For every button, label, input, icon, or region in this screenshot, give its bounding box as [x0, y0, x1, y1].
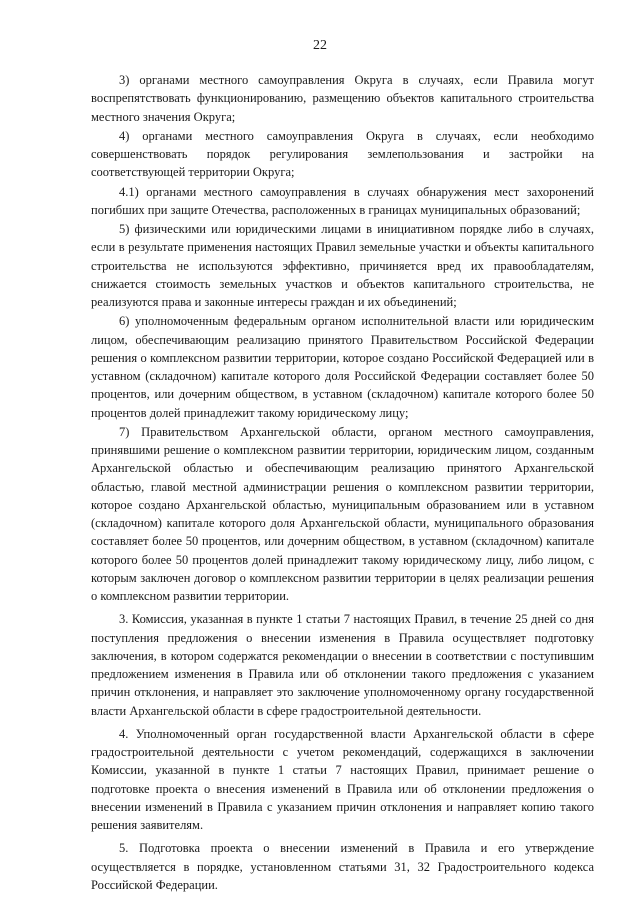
- paragraph-item-3: 3) органами местного самоуправления Округа в случаях, если Правила могут воспрепятствовать функционированию, размещению объектов капитального строительства местного значения Округа;: [91, 73, 594, 124]
- paragraph-clause-3: 3. Комиссия, указанная в пункте 1 статьи 7 настоящих Правил, в течение 25 дней со дня поступления предложения о внесении изменения в Правила осуществляет подготовку заключения, в котором содержатся рекомендации о внесении в соответствии с поступившим предложением изменения в Правила или об отклонении такого предложения с указанием причин отклонения, и направляет это заключение уполномоченному органу государственной власти Архангельской области в сфере градостроительной деятельности.: [91, 612, 594, 718]
- paragraph-clause-5: 5. Подготовка проекта о внесении изменений в Правила и его утверждение осуществляется в порядке, установленном статьями 31, 32 Градостроительного кодекса Российской Федерации.: [91, 841, 594, 892]
- page-number: 22: [313, 38, 327, 53]
- paragraph-clause-4: 4. Уполномоченный орган государственной власти Архангельской области в сфере градостроительной деятельности с учетом рекомендаций, содержащихся в заключении Комиссии, указанной в пункте 1 статьи 7 настоящих Правил, принимает решение о подготовке проекта о внесения изменений в Правила или об отклонении предложения о внесении изменений в Правила с указанием причин отклонения и направляет копию такого решения заявителям.: [91, 726, 594, 832]
- document-body: [91, 71, 594, 894]
- paragraph-item-4: 4) органами местного самоуправления Округа в случаях, если необходимо совершенствовать порядок регулирования землепользования и застройки на соответствующей территории Округа;: [91, 128, 594, 180]
- paragraph-item-4-1: 4.1) органами местного самоуправления в случаях обнаружения мест захоронений погибших при защите Отечества, расположенных в границах муниципальных образований;: [91, 184, 594, 217]
- paragraph-item-5: 5) физическими или юридическими лицами в инициативном порядке либо в случаях, если в результате применения настоящих Правил земельные участки и объекты капитального строительства не используются эффективно, причиняется вред их правообладателям, снижается стоимость земельных участков и объектов капитального строительства, не реализуются права и законные интересы граждан и их объединений;: [91, 222, 594, 309]
- paragraph-item-6: 6) уполномоченным федеральным органом исполнительной власти или юридическим лицом, обеспечивающим реализацию принятого Правительством Российской Федерации решения о комплексном развитии территории, которое создано Российской Федерацией или в уставном (складочном) капитале которого доля Российской Федерации составляет более 50 процентов, или дочерним обществом, в уставном (складочном) капитале которого более 50 процентов долей принадлежит такому юридическому лицу;: [91, 314, 594, 420]
- paragraph-item-7: 7) Правительством Архангельской области, органом местного самоуправления, принявшими решение о комплексном развитии территории, юридическим лицом, созданным Архангельской областью и обеспечивающим реализацию принятого Архангельской областью, главой местной администрации решения о комплексном развитии территории, которое создано Архангельской областью, муниципальным образованием или в уставном (складочном) капитале которого доля Архангельской области, муниципального образования составляет более 50 процентов, или дочерним обществом, в уставном (складочном) капитале которого более 50 процентов долей принадлежит такому юридическому лицу, либо лицом, с которым заключен договор о комплексном развитии территории в целях реализации решения о комплексном развитии территории.: [91, 424, 594, 603]
